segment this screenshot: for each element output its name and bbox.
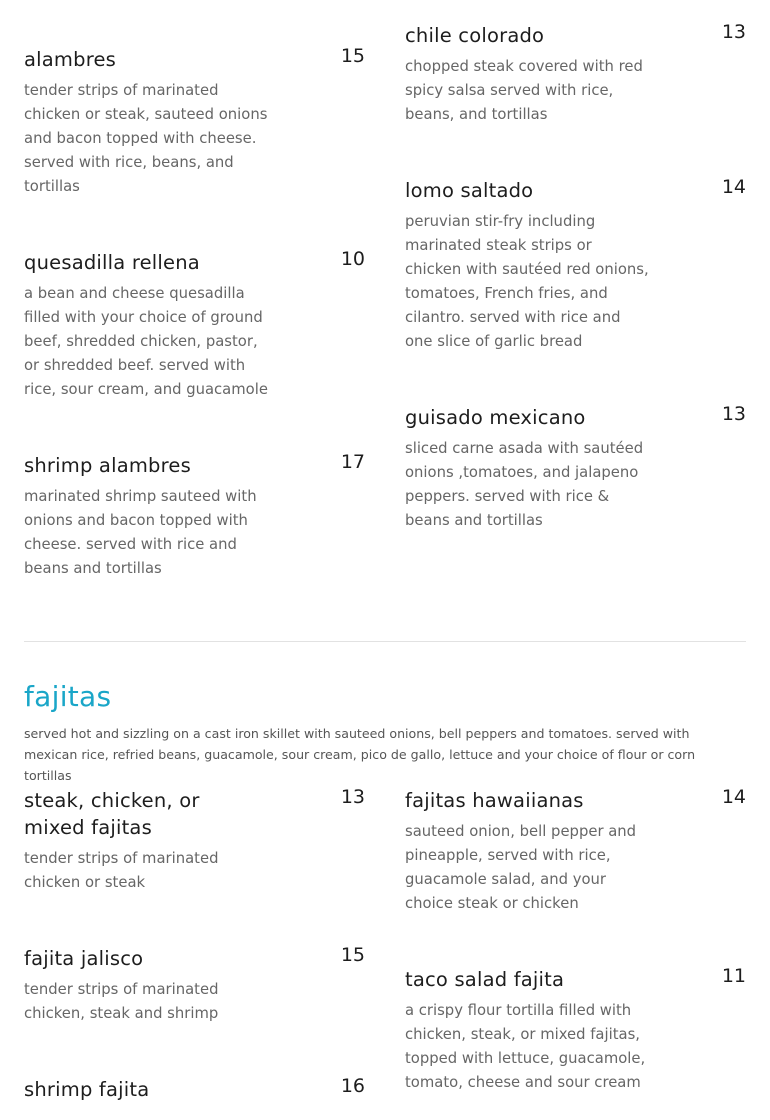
item-description: peruvian stir-fry including marinated steak strips or chicken with sautéed red onions, tomatoes, French fries, and cilantro. served with rice and one slice of garlic bread	[405, 213, 649, 350]
item-price: 17	[340, 451, 365, 473]
item-description: tender strips of marinated chicken, steak and shrimp	[24, 981, 219, 1022]
item-name: quesadilla rellena	[24, 251, 200, 274]
item-description: chopped steak covered with red spicy salsa served with rice, beans, and tortillas	[405, 58, 643, 123]
item-price: 13	[721, 403, 746, 425]
menu-item	[24, 1076, 365, 1103]
section-description: served hot and sizzling on a cast iron skillet with sauteed onions, bell peppers and tomatoes. served with mexican rice, refried beans, guacamole, sour cream, pico de gallo, lettuce and your choice of flour or corn tortillas	[24, 726, 696, 783]
menu-item	[24, 945, 365, 1026]
item-description: a bean and cheese quesadilla filled with your choice of ground beef, shredded chicken, pastor, or shredded beef. served with rice, sour cream, and guacamole	[24, 285, 268, 398]
item-name: taco salad fajita	[405, 968, 565, 991]
item-name: shrimp alambres	[24, 454, 191, 477]
item-description: tender strips of marinated chicken or steak	[24, 850, 219, 891]
item-name: fajitas hawaiianas	[405, 789, 584, 812]
item-description: a crispy flour tortilla filled with chicken, steak, or mixed fajitas, topped with lettuce, guacamole, tomato, cheese and sour cream	[405, 1002, 646, 1091]
item-price: 14	[721, 786, 746, 808]
item-price: 15	[340, 45, 365, 67]
item-price: 15	[340, 944, 365, 966]
item-price: 10	[340, 248, 365, 270]
menu-item	[405, 404, 746, 533]
item-name: chile colorado	[405, 24, 545, 47]
item-price: 13	[340, 786, 365, 808]
item-name: fajita jalisco	[24, 947, 144, 970]
item-price: 13	[721, 21, 746, 43]
item-price: 14	[721, 176, 746, 198]
item-name: lomo saltado	[405, 179, 534, 202]
item-description: sliced carne asada with sautéed onions ,tomatoes, and jalapeno peppers. served with rice & beans and tortillas	[405, 440, 644, 529]
section-title-fajitas: fajitas	[24, 680, 112, 713]
item-name: guisado mexicano	[405, 406, 586, 429]
item-price: 11	[721, 965, 746, 987]
menu-item	[405, 966, 746, 1095]
item-description: marinated shrimp sauteed with onions and bacon topped with cheese. served with rice and beans and tortillas	[24, 488, 257, 577]
item-name: steak, chicken, or mixed fajitas	[24, 789, 200, 839]
section-divider	[24, 641, 746, 642]
menu-item	[24, 46, 365, 199]
item-description: tender strips of marinated chicken or steak, sauteed onions and bacon topped with cheese. served with rice, beans, and tortillas	[24, 82, 268, 195]
menu-item	[405, 22, 746, 127]
item-name: alambres	[24, 48, 117, 71]
menu-item	[405, 177, 746, 354]
item-name: shrimp fajita	[24, 1078, 150, 1101]
menu-item	[24, 452, 365, 581]
menu-item	[405, 787, 746, 916]
item-price: 16	[340, 1075, 365, 1097]
menu-item	[24, 249, 365, 402]
menu-item	[24, 787, 365, 895]
item-description: sauteed onion, bell pepper and pineapple, served with rice, guacamole salad, and your choice steak or chicken	[405, 823, 637, 912]
